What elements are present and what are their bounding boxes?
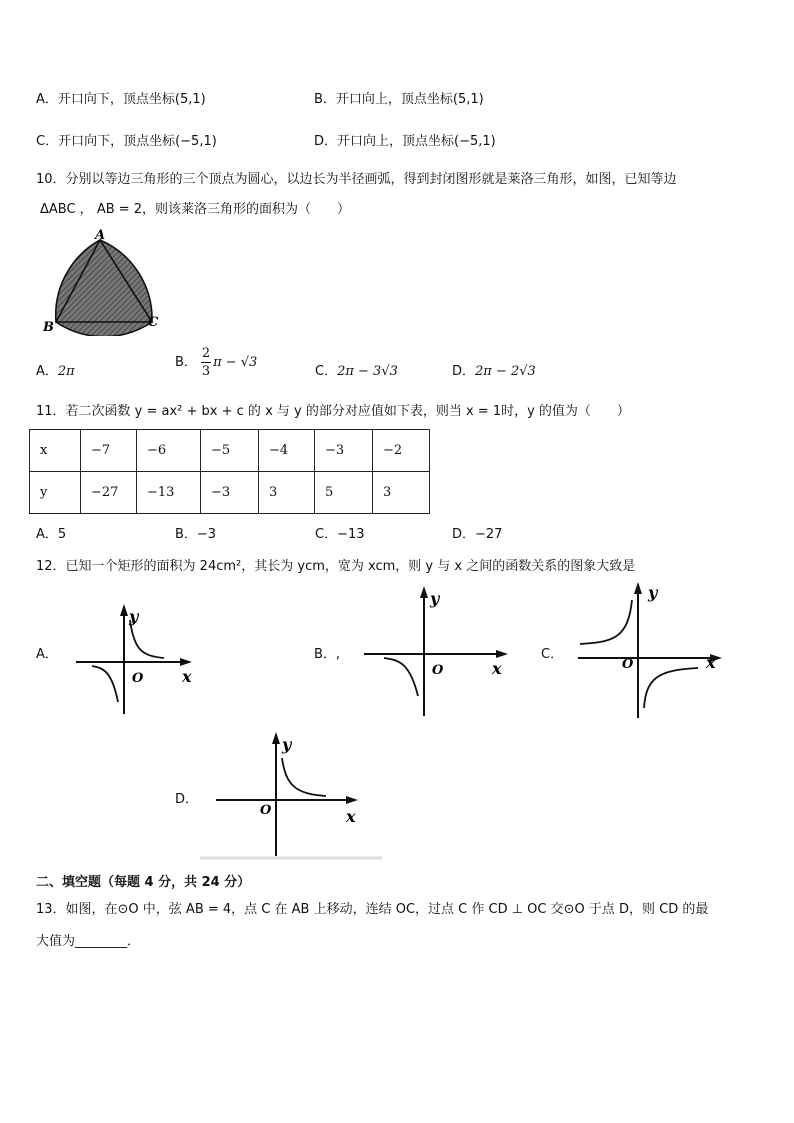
label-b: B (43, 320, 54, 335)
graph-a (72, 600, 202, 718)
q9-option-a: A．开口向下，顶点坐标(5,1) (36, 92, 206, 107)
table-cell: −27 (81, 472, 137, 514)
svg-text:x: x (492, 659, 502, 678)
q11-stem: 11．若二次函数 y = ax² + bx + c 的 x 与 y 的部分对应值如下表，则当 x = 1时，y 的值为（ ） (36, 404, 630, 419)
q9-option-c: C．开口向下，顶点坐标(−5,1) (36, 134, 217, 149)
q10-stem-line2: ΔABC ， AB = 2，则该莱洛三角形的面积为（ ） (40, 202, 351, 217)
svg-text:x: x (182, 667, 192, 686)
q11-value-table (29, 429, 430, 514)
svg-text:O: O (132, 671, 144, 686)
q10-option-d: D．2π − 2√3 (452, 364, 536, 379)
q11-option-d: D．−27 (452, 527, 503, 542)
graph-d (200, 728, 382, 860)
q13-stem-line2: 大值为________． (36, 934, 141, 949)
table-row-y (30, 472, 430, 514)
svg-text:x: x (706, 653, 716, 672)
q12-option-d-label: D． (175, 792, 199, 807)
label-c: C (148, 315, 159, 330)
q11-option-c: C．−13 (315, 527, 365, 542)
graph-b (360, 582, 510, 720)
svg-text:y: y (129, 607, 139, 626)
q10-option-a: A．2π (36, 364, 75, 379)
q10-option-c: C．2π − 3√3 (315, 364, 398, 379)
table-cell: −5 (201, 430, 259, 472)
q12-option-b-label: B．, (314, 647, 341, 662)
table-cell: x (30, 430, 81, 472)
svg-text:y: y (282, 735, 292, 754)
q11-option-a: A．5 (36, 527, 67, 542)
svg-text:y: y (648, 583, 658, 602)
table-row-x (30, 430, 430, 472)
table-cell: −7 (81, 430, 137, 472)
q13-stem-line1: 13．如图，在⊙O 中，弦 AB = 4，点 C 在 AB 上移动，连结 OC，过点 C 作 CD ⊥ OC 交⊙O 于点 D，则 CD 的最 (36, 902, 709, 917)
table-cell: −6 (137, 430, 201, 472)
table-cell: 3 (259, 472, 315, 514)
table-cell: −3 (201, 472, 259, 514)
svg-text:O: O (432, 663, 444, 678)
q9-option-d: D．开口向上，顶点坐标(−5,1) (314, 134, 496, 149)
q10-stem-line1: 10．分别以等边三角形的三个顶点为圆心，以边长为半径画弧，得到封闭图形就是莱洛三角形，如图，已知等边 (36, 172, 677, 187)
q12-option-a-label: A． (36, 647, 58, 662)
svg-text:y: y (430, 589, 440, 608)
reuleaux-triangle-figure (40, 228, 170, 336)
table-cell: −3 (315, 430, 373, 472)
q12-option-c-label: C． (541, 647, 564, 662)
svg-text:O: O (260, 803, 272, 818)
table-cell: 3 (373, 472, 430, 514)
label-a: A (95, 228, 106, 243)
table-cell: y (30, 472, 81, 514)
q10-option-b: B． $\frac{2}{3}$ π − √3 (175, 346, 258, 379)
graph-c (574, 578, 724, 720)
svg-text:x: x (346, 807, 356, 826)
svg-text:O: O (622, 657, 634, 672)
q9-option-b: B．开口向上，顶点坐标(5,1) (314, 92, 484, 107)
table-cell: −13 (137, 472, 201, 514)
table-cell: 5 (315, 472, 373, 514)
section-title-fill-in: 二、填空题（每题 4 分，共 24 分） (36, 875, 251, 890)
q12-stem: 12．已知一个矩形的面积为 24cm²，其长为 ycm，宽为 xcm，则 y 与 x 之间的函数关系的图象大致是 (36, 559, 636, 574)
table-cell: −4 (259, 430, 315, 472)
q11-option-b: B．−3 (175, 527, 217, 542)
table-cell: −2 (373, 430, 430, 472)
